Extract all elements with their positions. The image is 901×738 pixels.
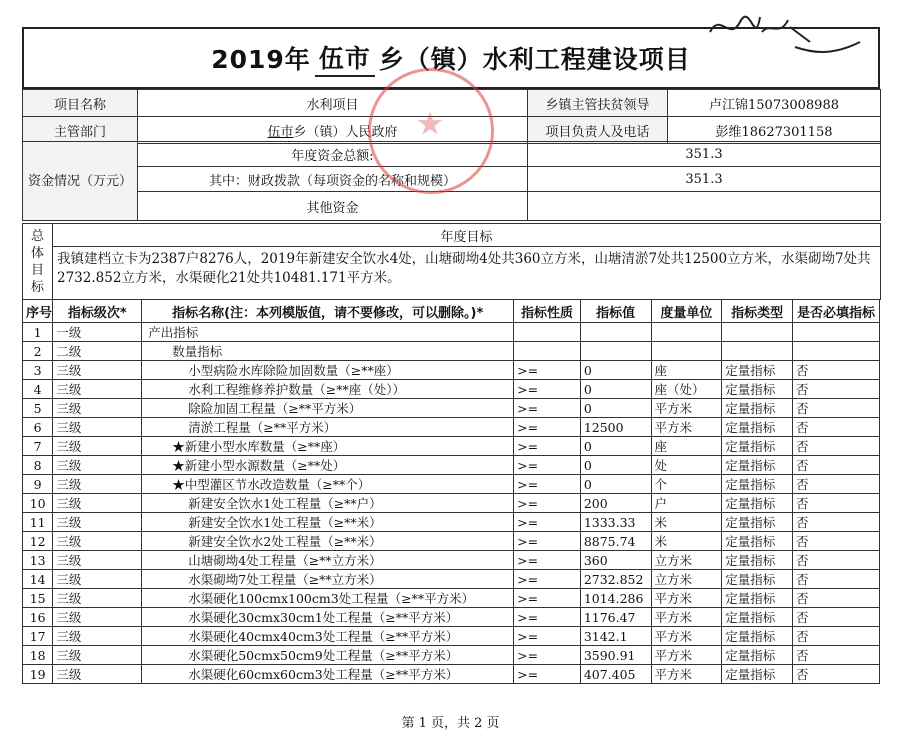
cell-type: 定量指标: [722, 418, 793, 437]
cell-nature: >=: [514, 437, 581, 456]
cell-name: 新建安全饮水1处工程量（≥**户）: [142, 494, 514, 513]
cell-type: 定量指标: [722, 475, 793, 494]
cell-level: 三级: [53, 475, 142, 494]
cell-unit: 平方米: [651, 646, 722, 665]
page-footer: 第 1 页，共 2 页: [401, 716, 500, 731]
col-name: 指标名称(注：本列模版值，请不要修改，可以删除。)*: [142, 300, 514, 323]
cell-name: 新建安全饮水1处工程量（≥**米）: [142, 513, 514, 532]
table-row: [23, 627, 880, 646]
cell-nature: >=: [514, 513, 581, 532]
table-row: [23, 551, 880, 570]
cell-value: [580, 342, 651, 361]
cell-value: 0: [580, 380, 651, 399]
cell-type: 定量指标: [722, 361, 793, 380]
cell-unit: 户: [651, 494, 722, 513]
cell-value: 0: [580, 456, 651, 475]
cell-type: 定量指标: [722, 608, 793, 627]
cell-nature: >=: [514, 608, 581, 627]
cell-no: 11: [23, 513, 53, 532]
cell-name: 水渠硬化60cmx60cm3处工程量（≥**平方米）: [142, 665, 514, 684]
cell-unit: 米: [651, 513, 722, 532]
cell-no: 8: [23, 456, 53, 475]
indicator-table: [22, 299, 880, 684]
cell-no: 10: [23, 494, 53, 513]
fund-table: [22, 141, 881, 221]
cell-level: 三级: [53, 665, 142, 684]
cell-level: 三级: [53, 627, 142, 646]
cell-name: ★中型灌区节水改造数量（≥**个）: [142, 475, 514, 494]
cell-level: 三级: [53, 418, 142, 437]
cell-name: ★新建小型水库数量（≥**座）: [142, 437, 514, 456]
cell-name: 水渠硬化30cmx30cm1处工程量（≥**平方米）: [142, 608, 514, 627]
table-row: [23, 494, 880, 513]
cell-value: [580, 323, 651, 342]
cell-unit: 平方米: [651, 418, 722, 437]
cell-no: 13: [23, 551, 53, 570]
cell-nature: >=: [514, 418, 581, 437]
cell-level: 三级: [53, 399, 142, 418]
cell-name: 水渠硬化100cmx100cm3处工程量（≥**平方米）: [142, 589, 514, 608]
cell-nature: >=: [514, 380, 581, 399]
cell-nature: >=: [514, 399, 581, 418]
cell-level: 一级: [53, 323, 142, 342]
dept-value: [138, 117, 528, 144]
cell-unit: 米: [651, 532, 722, 551]
cell-nature: >=: [514, 475, 581, 494]
cell-required: 否: [793, 646, 880, 665]
fiscal-value: 351.3: [528, 167, 881, 192]
cell-nature: >=: [514, 456, 581, 475]
table-row: [23, 399, 880, 418]
cell-value: 0: [580, 437, 651, 456]
annual-total-value: 351.3: [528, 142, 881, 167]
table-row: [23, 646, 880, 665]
cell-name: ★新建小型水源数量（≥**处）: [142, 456, 514, 475]
other-label: 其他资金: [138, 192, 528, 221]
title-rest: 乡（镇）水利工程建设项目: [378, 45, 691, 74]
cell-required: [793, 342, 880, 361]
cell-name: 水渠硬化50cmx50cm9处工程量（≥**平方米）: [142, 646, 514, 665]
cell-unit: 处: [651, 456, 722, 475]
cell-value: 0: [580, 399, 651, 418]
dept-rest: 乡（镇）人民政府: [293, 124, 398, 140]
cell-type: 定量指标: [722, 399, 793, 418]
cell-required: 否: [793, 665, 880, 684]
cell-type: 定量指标: [722, 513, 793, 532]
cell-no: 5: [23, 399, 53, 418]
cell-nature: [514, 342, 581, 361]
cell-nature: >=: [514, 570, 581, 589]
cell-name: 除险加固工程量（≥**平方米）: [142, 399, 514, 418]
col-required: 是否必填指标: [793, 300, 880, 323]
cell-unit: 立方米: [651, 551, 722, 570]
cell-nature: >=: [514, 665, 581, 684]
document-title: [22, 27, 880, 89]
table-row: [23, 380, 880, 399]
leader-value: 卢江锦15073008988: [668, 90, 881, 117]
cell-unit: 平方米: [651, 608, 722, 627]
indicator-rows: [23, 323, 880, 684]
table-row: [23, 570, 880, 589]
cell-name: 新建安全饮水2处工程量（≥**米）: [142, 532, 514, 551]
cell-type: 定量指标: [722, 627, 793, 646]
cell-no: 4: [23, 380, 53, 399]
cell-required: 否: [793, 380, 880, 399]
table-row: [23, 418, 880, 437]
owner-label: 项目负责人及电话: [528, 117, 668, 144]
cell-value: 3142.1: [580, 627, 651, 646]
table-row: [23, 513, 880, 532]
cell-type: 定量指标: [722, 665, 793, 684]
goal-text: 我镇建档立卡为2387户8276人，2019年新建安全饮水4处，山塘砌坳4处共360立方米，山塘清淤7处共12500立方米，水渠砌坳7处共2732.852立方米，水渠硬化21处共10481.171平方米。: [53, 247, 881, 300]
col-level: 指标级次*: [53, 300, 142, 323]
annual-total-label: 年度资金总额:: [138, 142, 528, 167]
cell-required: 否: [793, 475, 880, 494]
dept-town: 伍市: [267, 124, 294, 140]
cell-type: [722, 342, 793, 361]
cell-value: 1014.286: [580, 589, 651, 608]
cell-level: 三级: [53, 532, 142, 551]
cell-level: 三级: [53, 589, 142, 608]
cell-required: 否: [793, 608, 880, 627]
cell-unit: [651, 342, 722, 361]
cell-level: 三级: [53, 380, 142, 399]
cell-value: 0: [580, 361, 651, 380]
fiscal-label: 其中：财政拨款（每项资金的名称和规模）: [138, 167, 528, 192]
cell-type: 定量指标: [722, 456, 793, 475]
cell-unit: 平方米: [651, 589, 722, 608]
title-town: 伍市: [315, 39, 375, 77]
cell-unit: 平方米: [651, 665, 722, 684]
cell-unit: [651, 323, 722, 342]
cell-value: 200: [580, 494, 651, 513]
col-value: 指标值: [580, 300, 651, 323]
col-no: 序号: [23, 300, 53, 323]
cell-required: 否: [793, 494, 880, 513]
col-type: 指标类型: [722, 300, 793, 323]
table-row: [23, 665, 880, 684]
cell-unit: 平方米: [651, 627, 722, 646]
cell-unit: 座: [651, 361, 722, 380]
table-row: [23, 475, 880, 494]
owner-value: 彭维18627301158: [668, 117, 881, 144]
cell-level: 三级: [53, 608, 142, 627]
leader-label: 乡镇主管扶贫领导: [528, 90, 668, 117]
cell-level: 三级: [53, 456, 142, 475]
cell-required: 否: [793, 551, 880, 570]
cell-name: 清淤工程量（≥**平方米）: [142, 418, 514, 437]
cell-type: 定量指标: [722, 437, 793, 456]
cell-value: 1176.47: [580, 608, 651, 627]
cell-nature: >=: [514, 494, 581, 513]
cell-no: 18: [23, 646, 53, 665]
cell-nature: >=: [514, 361, 581, 380]
goal-side-label: 总体目标: [23, 224, 53, 300]
cell-value: 360: [580, 551, 651, 570]
cell-level: 三级: [53, 437, 142, 456]
goal-table: [22, 223, 881, 300]
cell-name: 水利工程维修养护数量（≥**座（处））: [142, 380, 514, 399]
cell-name: 水渠砌坳7处工程量（≥**立方米）: [142, 570, 514, 589]
table-row: [23, 608, 880, 627]
indicator-header-row: [23, 300, 880, 323]
cell-required: [793, 323, 880, 342]
cell-type: 定量指标: [722, 570, 793, 589]
dept-label: 主管部门: [23, 117, 138, 144]
col-nature: 指标性质: [514, 300, 581, 323]
cell-required: 否: [793, 532, 880, 551]
cell-unit: 座: [651, 437, 722, 456]
table-row: [23, 342, 880, 361]
cell-required: 否: [793, 570, 880, 589]
cell-level: 三级: [53, 551, 142, 570]
project-info-table: [22, 89, 881, 144]
cell-type: 定量指标: [722, 646, 793, 665]
cell-required: 否: [793, 627, 880, 646]
cell-type: [722, 323, 793, 342]
cell-nature: >=: [514, 627, 581, 646]
cell-required: 否: [793, 361, 880, 380]
cell-required: 否: [793, 513, 880, 532]
cell-required: 否: [793, 399, 880, 418]
cell-type: 定量指标: [722, 532, 793, 551]
cell-value: 8875.74: [580, 532, 651, 551]
cell-value: 407.405: [580, 665, 651, 684]
cell-no: 2: [23, 342, 53, 361]
cell-no: 15: [23, 589, 53, 608]
cell-value: 3590.91: [580, 646, 651, 665]
cell-level: 三级: [53, 361, 142, 380]
goal-header: 年度目标: [53, 224, 881, 247]
other-value: [528, 192, 881, 221]
table-row: [23, 456, 880, 475]
table-row: [23, 361, 880, 380]
cell-level: 三级: [53, 494, 142, 513]
cell-required: 否: [793, 589, 880, 608]
col-unit: 度量单位: [651, 300, 722, 323]
cell-nature: [514, 323, 581, 342]
cell-value: 1333.33: [580, 513, 651, 532]
cell-no: 1: [23, 323, 53, 342]
cell-no: 12: [23, 532, 53, 551]
cell-name: 水渠硬化40cmx40cm3处工程量（≥**平方米）: [142, 627, 514, 646]
cell-nature: >=: [514, 589, 581, 608]
cell-level: 二级: [53, 342, 142, 361]
cell-name: 山塘砌坳4处工程量（≥**立方米）: [142, 551, 514, 570]
cell-type: 定量指标: [722, 589, 793, 608]
cell-name: 产出指标: [142, 323, 514, 342]
cell-no: 9: [23, 475, 53, 494]
fund-label: 资金情况（万元）: [23, 142, 138, 221]
cell-required: 否: [793, 437, 880, 456]
cell-unit: 座（处）: [651, 380, 722, 399]
cell-unit: 立方米: [651, 570, 722, 589]
cell-required: 否: [793, 456, 880, 475]
cell-value: 2732.852: [580, 570, 651, 589]
cell-nature: >=: [514, 532, 581, 551]
cell-name: 数量指标: [142, 342, 514, 361]
cell-no: 16: [23, 608, 53, 627]
table-row: [23, 437, 880, 456]
cell-nature: >=: [514, 646, 581, 665]
cell-unit: 平方米: [651, 399, 722, 418]
project-name-value: 水利项目: [138, 90, 528, 117]
cell-no: 17: [23, 627, 53, 646]
cell-no: 14: [23, 570, 53, 589]
table-row: [23, 589, 880, 608]
cell-level: 三级: [53, 646, 142, 665]
cell-value: 0: [580, 475, 651, 494]
table-row: [23, 323, 880, 342]
cell-required: 否: [793, 418, 880, 437]
cell-type: 定量指标: [722, 551, 793, 570]
cell-no: 3: [23, 361, 53, 380]
cell-name: 小型病险水库除险加固数量（≥**座）: [142, 361, 514, 380]
cell-level: 三级: [53, 570, 142, 589]
cell-value: 12500: [580, 418, 651, 437]
cell-no: 6: [23, 418, 53, 437]
cell-nature: >=: [514, 551, 581, 570]
title-year: 2019年: [211, 45, 311, 74]
table-row: [23, 532, 880, 551]
project-name-label: 项目名称: [23, 90, 138, 117]
cell-type: 定量指标: [722, 380, 793, 399]
cell-level: 三级: [53, 513, 142, 532]
cell-type: 定量指标: [722, 494, 793, 513]
cell-unit: 个: [651, 475, 722, 494]
cell-no: 19: [23, 665, 53, 684]
cell-no: 7: [23, 437, 53, 456]
